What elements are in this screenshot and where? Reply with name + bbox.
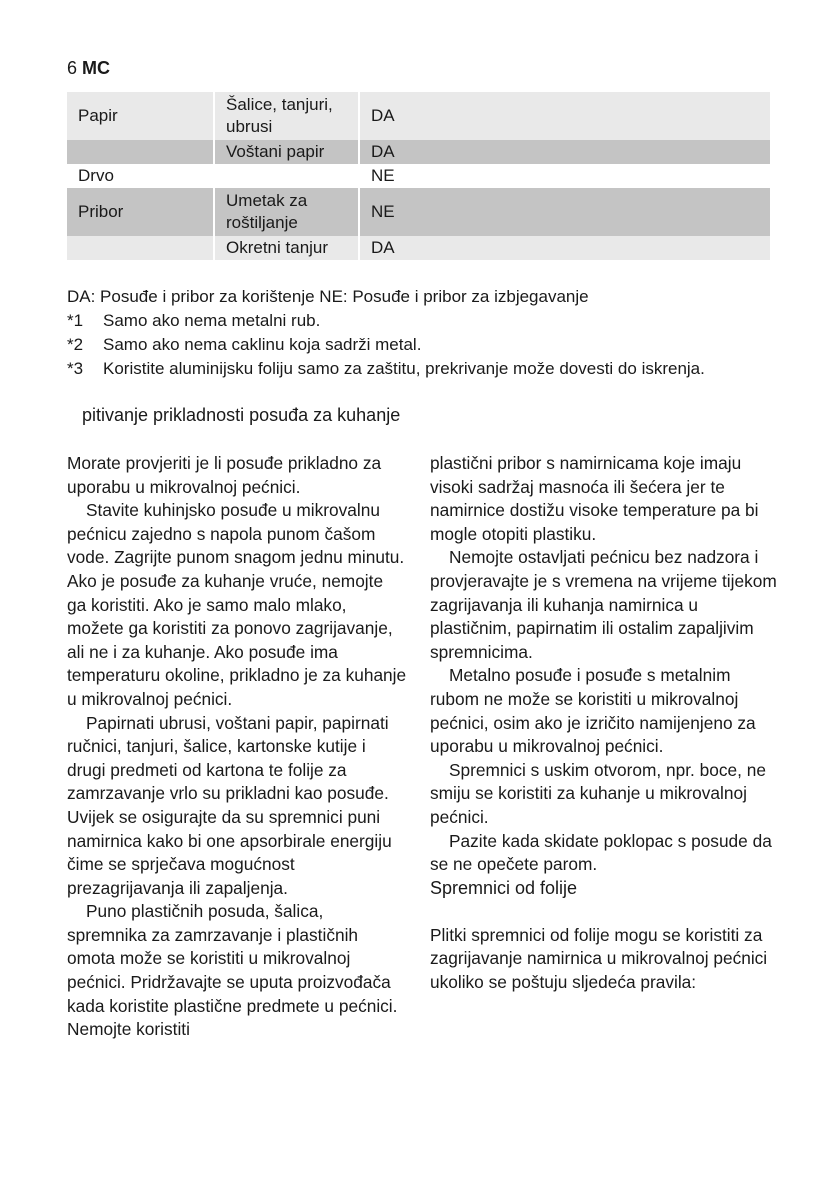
paragraph: Pazite kada skidate poklopac s posude da se ne opečete parom. [430,830,772,875]
paragraph: plastični pribor s namirnicama koje imaju visoki sadržaj masnoća ili šećera jer te namirnice dostižu visoke temperature pa bi mogle otopiti plastiku. [430,453,759,544]
table-row [67,164,770,188]
item-cell: Okretni tanjur [213,236,360,260]
paragraph: Nemojte ostavljati pećnicu bez nadzora i provjeravajte je s vremena na vrijeme tijekom zagrijavanja ili kuhanja namirnica u plastičnim, papirnatim ili ostalim zapaljivim spremnicima. [430,547,777,662]
brand-name: MC [82,58,111,78]
footnote-number: *2 [67,335,84,354]
footnote [67,357,767,381]
item-cell: Umetak za roštiljanje [213,188,360,236]
item-cell [213,164,360,188]
table-row [67,236,770,260]
material-cell: Papir [67,92,213,140]
right-text-column [430,452,780,995]
table-row [67,140,770,164]
paragraph: Morate provjeriti je li posuđe prikladno za uporabu u mikrovalnoj pećnici. [67,453,382,497]
subheading: Spremnici od folije [430,877,578,898]
paragraph: Papirnati ubrusi, voštani papir, papirnati ručnici, tanjuri, šalice, kartonske kutije i drugi predmeti od kartona te folije za zamrzavanje vrlo su prikladni kao posuđe. Uvijek se osigurajte da su spremnici puni namirnica kako bi one apsorbirale energiju čime se sprječava mogućnost prezagrijavanja ili zapaljenja. [67,712,392,898]
material-cell [67,236,213,260]
paragraph: Plitki spremnici od folije mogu se koristiti za zagrijavanje namirnica u mikrovalnoj pećnici ukoliko se poštuju sljedeća pravila: [430,924,768,993]
value-cell: NE [360,164,770,188]
section-title: pitivanje prikladnosti posuđa za kuhanje [82,405,401,425]
footnote-number: *3 [67,359,84,378]
cookware-compatibility-table [67,92,770,260]
table-row [67,92,770,140]
page-number: 6 [67,58,78,78]
spacer [430,900,780,924]
footnote-text: Samo ako nema metalni rub. [103,311,321,330]
value-cell: NE [360,188,770,236]
material-cell [67,140,213,164]
value-cell: DA [360,140,770,164]
left-text-column [67,452,407,1042]
material-cell: Pribor [67,188,213,236]
legend-intro: DA: Posuđe i pribor za korištenje NE: Posuđe i pribor za izbjegavanje [67,287,589,306]
footnote [67,333,767,357]
paragraph: Stavite kuhinjsko posuđe u mikrovalnu pećnicu zajedno s napola punom čašom vode. Zagrijte punom snagom jednu minutu. Ako je posuđe za kuhanje vruće, nemojte ga koristiti. Ako je samo malo mlako, možete ga koristiti za ponovo zagrijavanje, ali ne i za kuhanje. Ako posuđe ima temperaturu okoline, prikladno je za kuhanje u mikrovalnoj pećnici. [67,500,407,709]
table-legend [67,285,767,381]
table-row [67,188,770,236]
footnote [67,309,767,333]
paragraph: Puno plastičnih posuda, šalica, spremnika za zamrzavanje i plastičnih omota može se koristiti u mikrovalnoj pećnici. Pridržavajte se uputa proizvođača kada koristite plastične predmete u pećnici. Nemojte koristiti [67,901,398,1040]
item-cell: Voštani papir [213,140,360,164]
page-header [67,58,110,79]
item-cell: Šalice, tanjuri, ubrusi [213,92,360,140]
value-cell: DA [360,236,770,260]
paragraph: Spremnici s uskim otvorom, npr. boce, ne smiju se koristiti za kuhanje u mikrovalnoj pećnici. [430,759,766,827]
value-cell: DA [360,92,770,140]
material-cell: Drvo [67,164,213,188]
footnote-text: Samo ako nema caklinu koja sadrži metal. [103,335,422,354]
footnote-number: *1 [67,311,84,330]
paragraph: Metalno posuđe i posuđe s metalnim rubom ne može se koristiti u mikrovalnoj pećnici, osim ako je izričito namijenjeno za uporabu u mikrovalnoj pećnici. [430,665,756,757]
footnote-text: Koristite aluminijsku foliju samo za zaštitu, prekrivanje može dovesti do iskrenja. [103,359,705,378]
